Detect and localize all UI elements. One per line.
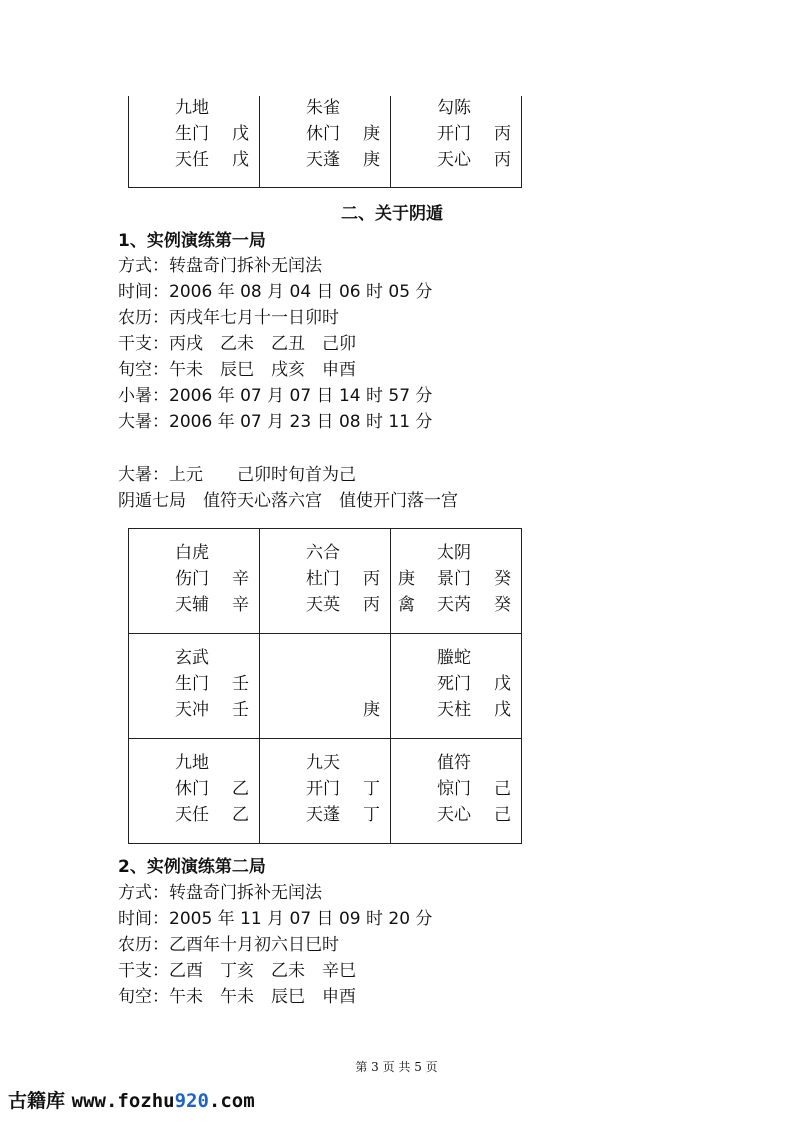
page-number: 第 3 页 共 5 页 [355,1060,438,1074]
brand-url: www.fozhu920.com [71,1090,255,1112]
info-line: 方式：转盘奇门拆补无闰法 [118,256,322,276]
info-line: 旬空：午未 午未 辰巳 申酉 [118,987,356,1007]
info-line: 时间：2005 年 11 月 07 日 09 时 20 分 [118,909,433,929]
info-line: 旬空：午未 辰巳 戌亥 申酉 [118,360,356,380]
info-line: 农历：丙戌年七月十一日卯时 [118,308,339,328]
example2-heading: 2、实例演练第二局 [118,857,266,877]
example1-palace-grid: 白虎 伤门 辛 天辅 辛 六合 杜门 丙 天英 丙 太阴 庚 景门 癸 禽 天芮 癸 玄武 生门 壬 天冲 壬 庚 螣蛇 死门 戊 天柱 戊 九地 休门 乙 天任 乙 九天 开门 丁 天蓬 丁 值符 惊门 己 天心 己 [128,528,522,844]
yuan-note: 大暑：上元 己卯时旬首为己 [118,465,356,485]
info-line: 时间：2006 年 08 月 04 日 06 时 05 分 [118,282,433,302]
section-title: 二、关于阴遁 [341,204,443,224]
info-line: 干支：乙酉 丁亥 乙未 辛巳 [118,961,356,981]
brand-name: 古籍库 [8,1090,66,1112]
info-line: 大暑：2006 年 07 月 23 日 08 时 11 分 [118,412,433,432]
info-line: 方式：转盘奇门拆补无闰法 [118,883,322,903]
example1-heading: 1、实例演练第一局 [118,231,266,251]
brand-watermark [8,1088,255,1114]
top-palace-grid: 九地 生门 戊 天任 戊 朱雀 休门 庚 天蓬 庚 勾陈 开门 丙 天心 丙 [128,96,522,188]
info-line: 农历：乙酉年十月初六日巳时 [118,935,339,955]
info-line: 干支：丙戌 乙未 乙丑 己卯 [118,334,356,354]
info-line: 小暑：2006 年 07 月 07 日 14 时 57 分 [118,386,433,406]
ju-note: 阴遁七局 值符天心落六宫 值使开门落一宫 [118,491,458,511]
